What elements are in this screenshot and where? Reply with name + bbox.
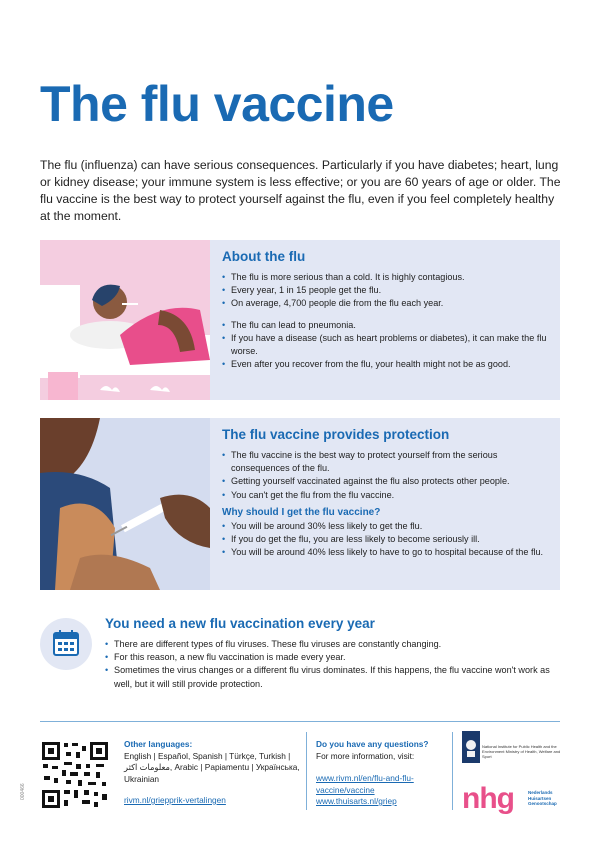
list-item: • The flu can lead to pneumonia. bbox=[222, 319, 552, 332]
list-item: • Getting yourself vaccinated against the flu also protects other people. bbox=[222, 475, 552, 488]
document-number: 000466 bbox=[20, 783, 26, 800]
list-item: • There are different types of flu viruses. These flu viruses are constantly changing. bbox=[105, 638, 565, 651]
languages-link[interactable]: rivm.nl/griepprik-vertalingen bbox=[124, 795, 226, 805]
list-item: • You will be around 30% less likely to get the flu. bbox=[222, 520, 552, 533]
page-title: The flu vaccine bbox=[40, 76, 394, 132]
why-subheading: Why should I get the flu vaccine? bbox=[222, 506, 381, 518]
footer-separator bbox=[306, 732, 307, 810]
list-item: • For this reason, a new flu vaccination is made every year. bbox=[105, 651, 565, 664]
why-list bbox=[222, 520, 552, 560]
vaccination-illustration bbox=[40, 418, 210, 590]
intro-paragraph: The flu (influenza) can have serious consequences. Particularly if you have diabetes; heart, lung or kidney disease; your immune system is less effective; or you are 60 years of age or older. The flu vaccine is the best way to protect yourself against the flu, even if you feel completely healthy at the moment. bbox=[40, 158, 561, 223]
about-flu-heading: About the flu bbox=[222, 249, 306, 264]
protection-list bbox=[222, 449, 552, 502]
protection-panel bbox=[40, 418, 560, 590]
every-year-heading: You need a new flu vaccination every year bbox=[105, 616, 375, 631]
thuisarts-link[interactable]: www.thuisarts.nl/griep bbox=[316, 796, 397, 806]
nhg-logo-text: nhg bbox=[462, 782, 514, 815]
protection-heading: The flu vaccine provides protection bbox=[222, 427, 450, 442]
rivm-vaccine-link[interactable]: www.rivm.nl/en/flu-and-flu-vaccine/vaccine bbox=[316, 773, 414, 795]
list-item: • On average, 4,700 people die from the flu each year. bbox=[222, 297, 552, 310]
about-flu-list-1 bbox=[222, 271, 552, 311]
nhg-text: Nederlands Huisartsen Genootschap bbox=[528, 790, 557, 806]
rivm-text: National Institute for Public Health and the Environment Ministry of Health, Welfare and Sport bbox=[482, 744, 561, 759]
list-item: • The flu vaccine is the best way to protect yourself from the serious consequences of the flu. bbox=[222, 449, 552, 475]
list-item: • If you have a disease (such as heart problems or diabetes), it can make the flu worse. bbox=[222, 332, 552, 358]
questions-column bbox=[316, 739, 451, 808]
about-flu-panel bbox=[40, 240, 560, 400]
every-year-list bbox=[105, 638, 565, 691]
sick-person-illustration bbox=[40, 240, 210, 400]
calendar-icon bbox=[40, 618, 92, 670]
qr-code-icon[interactable] bbox=[40, 740, 110, 810]
list-item: • The flu is more serious than a cold. It is highly contagious. bbox=[222, 271, 552, 284]
every-year-section bbox=[105, 616, 565, 691]
list-item: • If you do get the flu, you are less likely to become seriously ill. bbox=[222, 533, 552, 546]
list-item: • Even after you recover from the flu, your health might not be as good. bbox=[222, 358, 552, 371]
languages-text: English | Español, Spanish | Türkçe, Turkish | معلومات اكثر, Arabic | Papiamentu | Українська, Ukrainian bbox=[124, 750, 300, 784]
questions-heading: Do you have any questions? bbox=[316, 739, 429, 749]
list-item: • You will be around 40% less likely to have to go to hospital because of the flu. bbox=[222, 546, 552, 559]
about-flu-list-2 bbox=[222, 319, 552, 372]
languages-column bbox=[124, 739, 304, 807]
questions-text: For more information, visit: bbox=[316, 750, 415, 761]
footer-separator bbox=[452, 732, 453, 810]
list-item: • Every year, 1 in 15 people get the flu. bbox=[222, 284, 552, 297]
languages-heading: Other languages: bbox=[124, 739, 193, 749]
list-item: • You can't get the flu from the flu vaccine. bbox=[222, 489, 552, 502]
footer-divider bbox=[40, 721, 560, 722]
list-item: • Sometimes the virus changes or a different flu virus dominates. If this happens, the flu vaccine won't work as well, but it will still provide protection. bbox=[105, 664, 565, 690]
